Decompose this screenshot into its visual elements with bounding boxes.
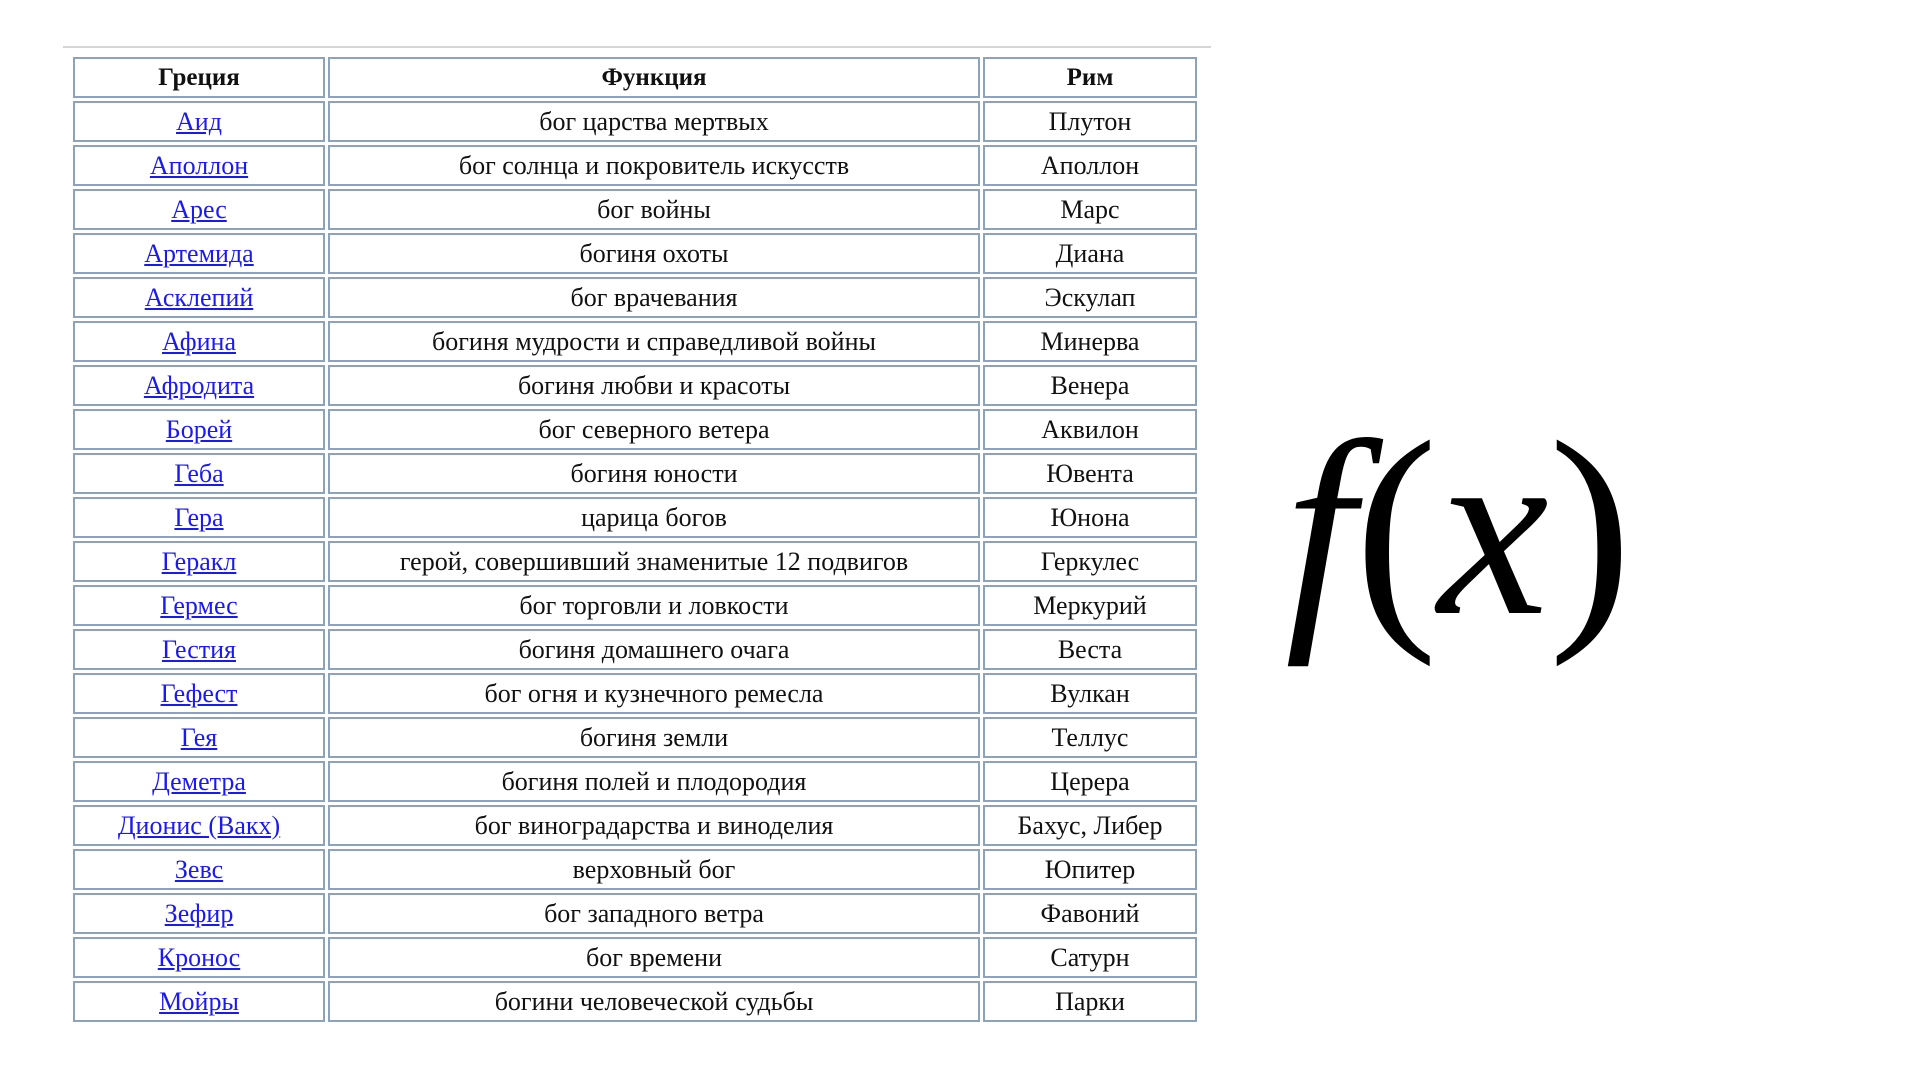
cell-roman-name: Парки (983, 981, 1197, 1022)
cell-roman-name: Вулкан (983, 673, 1197, 714)
cell-function: герой, совершивший знаменитые 12 подвигов (328, 541, 980, 582)
cell-function: богиня домашнего очага (328, 629, 980, 670)
greek-god-link[interactable]: Аполлон (149, 150, 249, 180)
cell-greek-name (73, 233, 325, 274)
table-row (73, 585, 1197, 626)
table-row (73, 409, 1197, 450)
cell-function: бог северного ветера (328, 409, 980, 450)
table-row (73, 365, 1197, 406)
table-row (73, 673, 1197, 714)
cell-greek-name (73, 673, 325, 714)
cell-roman-name: Меркурий (983, 585, 1197, 626)
cell-function: бог войны (328, 189, 980, 230)
cell-greek-name (73, 145, 325, 186)
greek-god-link[interactable]: Дионис (Вакх) (117, 810, 281, 840)
cell-roman-name: Юпитер (983, 849, 1197, 890)
formula-close-paren: ) (1548, 391, 1632, 668)
header-function: Функция (328, 57, 980, 98)
table-body (73, 101, 1197, 1022)
greek-god-link[interactable]: Мойры (159, 986, 239, 1016)
cell-greek-name (73, 365, 325, 406)
header-rome: Рим (983, 57, 1197, 98)
cell-roman-name: Сатурн (983, 937, 1197, 978)
cell-function: бог торговли и ловкости (328, 585, 980, 626)
cell-greek-name (73, 761, 325, 802)
cell-function: бог времени (328, 937, 980, 978)
greek-god-link[interactable]: Гея (180, 722, 218, 752)
table-row (73, 937, 1197, 978)
cell-greek-name (73, 629, 325, 670)
cell-greek-name (73, 849, 325, 890)
greek-god-link[interactable]: Афина (161, 326, 236, 356)
table-row (73, 981, 1197, 1022)
greek-god-link[interactable]: Гефест (160, 678, 238, 708)
table-row (73, 497, 1197, 538)
table-row (73, 849, 1197, 890)
greek-god-link[interactable]: Аид (176, 106, 222, 136)
cell-function: бог врачевания (328, 277, 980, 318)
greek-god-link[interactable]: Афродита (143, 370, 255, 400)
cell-function: богиня полей и плодородия (328, 761, 980, 802)
cell-greek-name (73, 541, 325, 582)
table-row (73, 717, 1197, 758)
gods-table (70, 54, 1200, 1025)
cell-greek-name (73, 321, 325, 362)
greek-god-link[interactable]: Гера (174, 502, 224, 532)
cell-function: богиня юности (328, 453, 980, 494)
cell-roman-name: Церера (983, 761, 1197, 802)
greek-god-link[interactable]: Гестия (161, 634, 236, 664)
cell-greek-name (73, 981, 325, 1022)
cell-function: бог виноградарства и виноделия (328, 805, 980, 846)
cell-roman-name: Аполлон (983, 145, 1197, 186)
cell-function: бог царства мертвых (328, 101, 980, 142)
header-greece: Греция (73, 57, 325, 98)
table-row (73, 893, 1197, 934)
greek-god-link[interactable]: Геракл (161, 546, 237, 576)
cell-roman-name: Бахус, Либер (983, 805, 1197, 846)
cell-function: царица богов (328, 497, 980, 538)
cell-function: богиня охоты (328, 233, 980, 274)
cell-greek-name (73, 937, 325, 978)
cell-function: богиня любви и красоты (328, 365, 980, 406)
top-divider (63, 46, 1211, 48)
greek-god-link[interactable]: Деметра (152, 766, 246, 796)
cell-greek-name (73, 101, 325, 142)
greek-god-link[interactable]: Зефир (164, 898, 234, 928)
cell-greek-name (73, 893, 325, 934)
table-row (73, 321, 1197, 362)
cell-greek-name (73, 277, 325, 318)
greek-god-link[interactable]: Борей (165, 414, 233, 444)
cell-roman-name: Юнона (983, 497, 1197, 538)
formula-fx (1285, 370, 1845, 690)
cell-roman-name: Аквилон (983, 409, 1197, 450)
greek-god-link[interactable]: Арес (171, 194, 227, 224)
cell-greek-name (73, 189, 325, 230)
formula-f: f (1285, 391, 1355, 668)
cell-function: богиня мудрости и справедливой войны (328, 321, 980, 362)
table-row (73, 761, 1197, 802)
cell-function: богиня земли (328, 717, 980, 758)
cell-greek-name (73, 409, 325, 450)
cell-roman-name: Эскулап (983, 277, 1197, 318)
table-row (73, 629, 1197, 670)
cell-greek-name (73, 585, 325, 626)
table-row (73, 453, 1197, 494)
greek-god-link[interactable]: Асклепий (144, 282, 254, 312)
cell-roman-name: Марс (983, 189, 1197, 230)
table-row (73, 541, 1197, 582)
greek-god-link[interactable]: Гермес (160, 590, 238, 620)
cell-function: богини человеческой судьбы (328, 981, 980, 1022)
greek-god-link[interactable]: Кронос (157, 942, 241, 972)
table-row (73, 145, 1197, 186)
cell-roman-name: Венера (983, 365, 1197, 406)
cell-roman-name: Фавоний (983, 893, 1197, 934)
table-row (73, 189, 1197, 230)
table-container (70, 54, 1200, 1040)
cell-roman-name: Минерва (983, 321, 1197, 362)
cell-greek-name (73, 497, 325, 538)
cell-roman-name: Геркулес (983, 541, 1197, 582)
cell-greek-name (73, 805, 325, 846)
cell-greek-name (73, 453, 325, 494)
greek-god-link[interactable]: Артемида (144, 238, 254, 268)
table-row (73, 101, 1197, 142)
greek-god-link[interactable]: Геба (174, 458, 224, 488)
table-header-row (73, 57, 1197, 98)
cell-roman-name: Теллус (983, 717, 1197, 758)
cell-function: бог западного ветра (328, 893, 980, 934)
cell-function: бог солнца и покровитель искусств (328, 145, 980, 186)
cell-roman-name: Плутон (983, 101, 1197, 142)
cell-function: бог огня и кузнечного ремесла (328, 673, 980, 714)
table-row (73, 233, 1197, 274)
greek-god-link[interactable]: Зевс (174, 854, 224, 884)
cell-roman-name: Веста (983, 629, 1197, 670)
table-row (73, 805, 1197, 846)
cell-roman-name: Диана (983, 233, 1197, 274)
formula-x: x (1437, 391, 1549, 668)
formula-open-paren: ( (1354, 391, 1438, 668)
cell-function: верховный бог (328, 849, 980, 890)
cell-greek-name (73, 717, 325, 758)
cell-roman-name: Ювента (983, 453, 1197, 494)
table-row (73, 277, 1197, 318)
